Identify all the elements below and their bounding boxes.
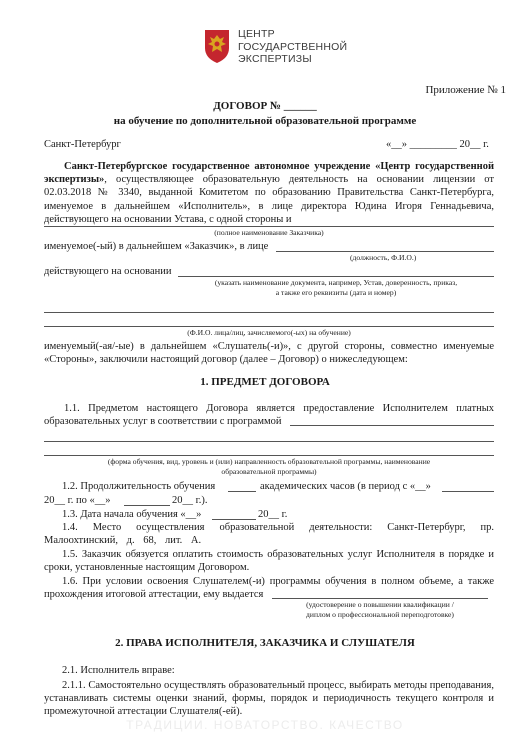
clause-1-3b: 20__ г. (258, 509, 288, 520)
certificate-caption-1: (удостоверение о повышении квалификации / (306, 600, 454, 609)
program-caption-1: (форма обучения, вид, уровень и (или) направленность образовательной программы, наименование (107, 457, 431, 466)
certificate-line (272, 598, 488, 599)
clause-1-2c: 20__ г. по «__» (44, 495, 111, 506)
basis-caption-1: (указать наименование документа, например, Устав, доверенность, приказ, (214, 278, 458, 287)
date-line: «__» _________ 20__ г. (386, 139, 489, 150)
program-caption-2: образовательной программы) (221, 467, 317, 476)
period-end-line (124, 505, 170, 506)
start-date-line (212, 519, 256, 520)
executor-org-name: Санкт-Петербургское государственное автономное учреждение «Центр государственной экспертизы» (44, 161, 494, 186)
acting-basis-text: действующего на основании (44, 266, 172, 277)
listener-caption: (Ф.И.О. лица/лиц, зачисляемого(-ых) на обучение) (187, 328, 351, 337)
position-caption: (должность, Ф.И.О.) (350, 253, 417, 262)
customer-name-line (44, 226, 494, 227)
clause-1-5: 1.5. Заказчик обязуется оплатить стоимость образовательных услуг Исполнителя в порядке и сроки, установленные настоящим Договором. (44, 549, 494, 574)
clause-1-2b: академических часов (в период с «__» (260, 481, 431, 492)
clause-1-1: 1.1. Предметом настоящего Договора является предоставление Исполнителем платных образовательных услуг в соответствии с программой (44, 403, 494, 428)
basis-line (178, 276, 494, 277)
place: Санкт-Петербург (44, 139, 121, 150)
basis-caption-2: а также его реквизиты (дата и номер) (275, 288, 397, 297)
clause-1-3a: 1.3. Дата начала обучения «__» (62, 509, 202, 520)
section-2-heading: 2. ПРАВА ИСПОЛНИТЕЛЯ, ЗАКАЗЧИКА И СЛУШАТЕЛЯ (115, 637, 415, 649)
period-start-line (442, 491, 494, 492)
appendix-label: Приложение № 1 (425, 84, 506, 96)
clause-1-6: 1.6. При условии освоения Слушателем(-и) программы обучения в полном объеме, а также прохождения итоговой аттестации, ему выдается (44, 576, 494, 601)
certificate-caption-2: диплом о профессиональной переподготовке) (306, 610, 454, 619)
clause-1-4: 1.4. Место осуществления образовательной деятельности: Санкт-Петербург, пр. Малоохтинский, д. 68, лит. А. (44, 522, 494, 547)
program-line-b (44, 441, 494, 442)
clause-2-1-1: 2.1.1. Самостоятельно осуществлять образовательный процесс, выбирать методы преподавания, устанавливать системы оценки знаний, формы, порядок и периодичность текущего контроля и промежуточной аттестации Слушателя(-ей). (44, 680, 494, 718)
preamble-text: , осуществляющее образовательную деятельность на основании лицензии от 02.03.2018 № 3340, выданной Комитетом по образованию Правительства Санкт-Петербурга, именуемое в дальнейшем «Исполнитель», в лице директора Юдина Игоря Геннадьевича, действующего на основании Устава, с одной стороны и (44, 174, 494, 225)
clause-1-2a: 1.2. Продолжительность обучения (62, 481, 216, 492)
organization-logo (202, 28, 347, 66)
contract-subtitle: на обучение по дополнительной образовательной программе (113, 115, 417, 127)
hours-line (228, 491, 256, 492)
customer-representative-line (276, 251, 494, 252)
listener-named-text: именуемый(-ая/-ые) в дальнейшем «Слушатель(-и)», с другой стороны, совместно именуемые «Стороны», заключили настоящий договор (далее – Договор) о нижеследующем: (44, 341, 494, 366)
customer-caption: (полное наименование Заказчика) (214, 228, 324, 237)
contract-title: ДОГОВОР № ______ (213, 100, 317, 112)
clause-2-1: 2.1. Исполнитель вправе: (62, 665, 175, 676)
customer-named-text: именуемое(-ый) в дальнейшем «Заказчик», в лице (44, 241, 269, 252)
listener-line-1 (44, 312, 494, 313)
program-line-a (290, 425, 494, 426)
preamble (44, 160, 494, 226)
listener-line-2 (44, 326, 494, 327)
clause-1-2d: 20__ г.). (172, 495, 208, 506)
logo-text: ЦЕНТР ГОСУДАРСТВЕННОЙ ЭКСПЕРТИЗЫ (238, 28, 348, 65)
eagle-emblem-icon (202, 28, 232, 64)
footer-slogan: ТРАДИЦИИ. НОВАТОРСТВО. КАЧЕСТВО (126, 718, 404, 732)
section-1-heading: 1. ПРЕДМЕТ ДОГОВОРА (200, 376, 330, 388)
program-line-c (44, 455, 494, 456)
